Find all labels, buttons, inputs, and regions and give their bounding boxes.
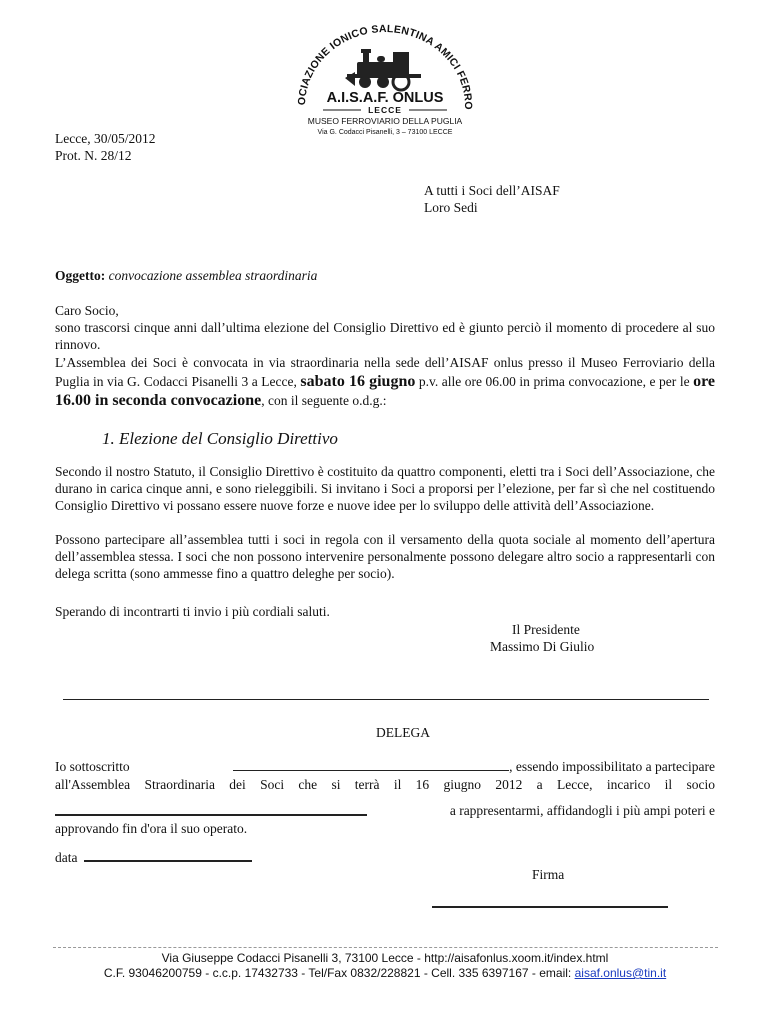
logo-name: A.I.S.A.F. ONLUS (326, 90, 444, 106)
locomotive-icon (345, 49, 421, 90)
footer-contacts-text: C.F. 93046200759 - c.c.p. 17432733 - Tel/Fax 0832/228821 - Cell. 335 6397167 - email: (103, 966, 572, 980)
subject-label: Oggetto: (55, 268, 106, 283)
logo-museum: MUSEO FERROVIARIO DELLA PUGLIA (307, 116, 463, 126)
paragraph-3: Secondo il nostro Statuto, il Consiglio Direttivo è costituito da quattro componenti, eletti tra i Soci dell’Associazione, che durano in carica cinque anni, e sono rieleggibili. Si invitano i Soci a proporsi per l’elezione, per far sì che nel costituendo Consiglio Direttivo vi possano essere nuove forze e nuove idee per lo sviluppo delle attività dell’Associazione. (55, 464, 715, 513)
signature-name: Massimo Di Giulio (490, 639, 595, 654)
logo-city: LECCE (368, 105, 402, 115)
paragraph-1: sono trascorsi cinque anni dall’ultima elezione del Consiglio Direttivo ed è giunto perciò il momento di procedere al suo rinnovo. (55, 320, 715, 352)
logo-address: Via G. Codacci Pisanelli, 3 – 73100 LECCE (317, 129, 453, 136)
separator-line (63, 699, 709, 700)
paragraph-4: Possono partecipare all’assemblea tutti i soci in regola con il versamento della quota sociale al momento dell’apertura dell’assemblea stessa. I soci che non possono intervenire personalmente possono delegare altro socio a rappresentarli con delega scritta (sono ammesse fino a quattro deleghe per socio). (55, 532, 715, 581)
protocol-number: Prot. N. 28/12 (55, 148, 132, 163)
paragraph-2-text-a: L’Assemblea dei Soci è convocata in via straordinaria nella sede dell’AISAF onlus presso il Museo Ferroviario della Puglia in via G. Codacci Pisanelli 3 a Lecce, (55, 355, 715, 389)
subject-text: convocazione assemblea straordinaria (108, 268, 318, 283)
delega-line-1 (55, 758, 715, 775)
closing-line: Sperando di incontrarti ti invio i più cordiali saluti. (55, 604, 330, 619)
paragraph-2-text-c: p.v. alle ore 06.00 in prima convocazione, e per le (418, 374, 690, 389)
logo-graphic (285, 18, 485, 136)
agenda-item: 1. Elezione del Consiglio Direttivo (102, 429, 338, 448)
meeting-date: sabato 16 giugno (300, 373, 416, 390)
place-date: Lecce, 30/05/2012 (55, 131, 156, 146)
delegate-name-field[interactable] (55, 802, 367, 816)
sign-label: Firma (532, 867, 565, 882)
footer-separator (53, 947, 718, 948)
delega-line-3-end: a rappresentarmi, affidandogli i più ampi poteri e (449, 803, 715, 818)
recipient-line-2: Loro Sedi (424, 200, 478, 215)
delegator-name-field[interactable] (233, 758, 509, 771)
paragraph-2 (55, 353, 715, 410)
greeting: Caro Socio, (55, 303, 119, 318)
delega-line-2: all'Assemblea Straordinaria dei Soci che si terrà il 16 giugno 2012 a Lecce, incarico il socio (55, 777, 715, 792)
meeting-time: ore 16.00 in seconda convocazione (55, 373, 716, 409)
signature-role: Il Presidente (512, 622, 580, 637)
delega-line-4: approvando fin d'ora il suo operato. (55, 821, 248, 836)
paragraph-2-text-e: , con il seguente o.d.g.: (261, 393, 387, 408)
delega-title: DELEGA (376, 725, 430, 740)
footer-email-link[interactable]: aisaf.onlus@tin.it (574, 966, 667, 980)
signature-field[interactable] (432, 906, 668, 908)
logo-arc-text: OCIAZIONE IONICO SALENTINA AMICI FERRO (295, 22, 475, 110)
association-logo (285, 18, 485, 136)
date-label: data (55, 850, 78, 865)
delega-date-row (55, 848, 252, 866)
footer-address: Via Giuseppe Codacci Pisanelli 3, 73100 Lecce - http://aisafonlus.xoom.it/index.html (161, 951, 609, 965)
delega-line-1-end: , essendo impossibilitato a partecipare (509, 759, 715, 774)
subject-line (55, 267, 317, 284)
recipient-line-1: A tutti i Soci dell’AISAF (424, 183, 560, 198)
footer-contacts (0, 966, 770, 980)
delega-line-3 (55, 802, 715, 819)
date-field[interactable] (84, 848, 252, 862)
delega-line-1-start: Io sottoscritto (55, 759, 130, 774)
